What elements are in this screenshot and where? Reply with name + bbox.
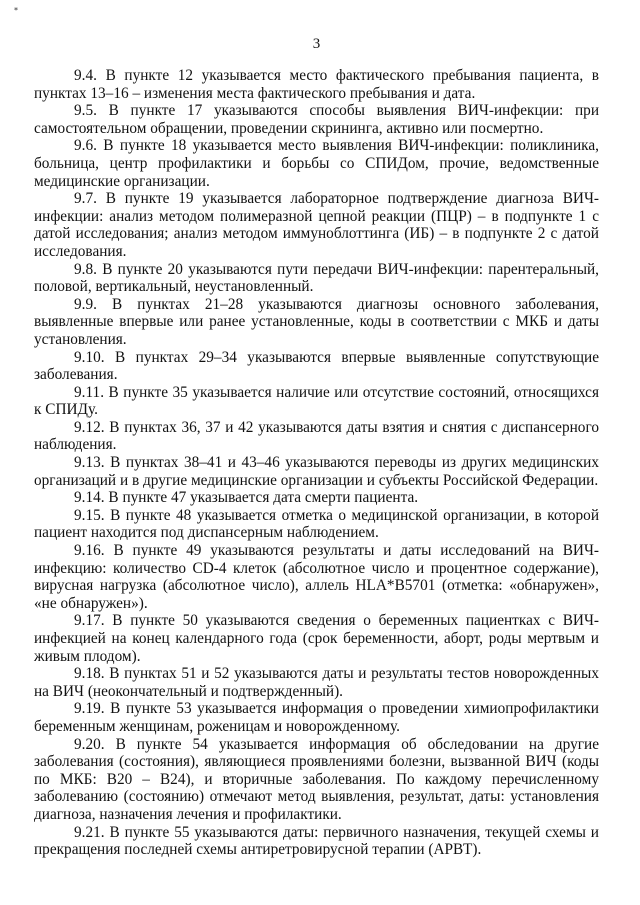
paragraph-9-6: 9.6. В пункте 18 указывается место выявления ВИЧ-инфекции: поликлиника, больница, центр профилактики и борьбы со СПИДом, прочие, ведомственные медицинские организации. bbox=[34, 137, 599, 190]
paragraph-9-4: 9.4. В пункте 12 указывается место фактического пребывания пациента, в пунктах 13–16 – изменения места фактического пребывания и дата. bbox=[34, 67, 599, 102]
paragraph-9-21: 9.21. В пункте 55 указываются даты: первичного назначения, текущей схемы и прекращения последней схемы антиретровирусной терапии (АРВТ). bbox=[34, 823, 599, 859]
paragraph-9-19: 9.19. В пункте 53 указывается информация о проведении химиопрофилактики беременным женщинам, роженицам и новорожденному. bbox=[34, 700, 599, 735]
paragraph-9-5: 9.5. В пункте 17 указываются способы выявления ВИЧ-инфекции: при самостоятельном обращении, проведении скрининга, активно или посмертно. bbox=[34, 102, 599, 137]
paragraph-9-8: 9.8. В пункте 20 указываются пути передачи ВИЧ-инфекции: парентеральный, половой, вертикальный, неустановленный. bbox=[34, 260, 599, 296]
paragraph-9-7: 9.7. В пункте 19 указывается лабораторное подтверждение диагноза ВИЧ-инфекции: анализ методом полимеразной цепной реакции (ПЦР) – в подпункте 1 с датой исследования; анализ методом иммуноблоттинга (ИБ) – в подпункте 2 с датой исследования. bbox=[34, 190, 599, 260]
paragraph-9-13: 9.13. В пунктах 38–41 и 43–46 указываются переводы из других медицинских организаций и в другие медицинские организации и субъекты Российской Федерации. bbox=[34, 454, 599, 489]
page-number: 3 bbox=[312, 36, 321, 52]
paragraph-9-14: 9.14. В пункте 47 указывается дата смерти пациента. bbox=[74, 489, 419, 507]
paragraph-9-16: 9.16. В пункте 49 указываются результаты и даты исследований на ВИЧ-инфекцию: количество CD-4 клеток (абсолютное число и процентное содержание), вирусная нагрузка (абсолютное число), аллель HLA*B5701 (отметка: «обнаружен», «не обнаружен»). bbox=[34, 542, 599, 612]
corner-mark: * bbox=[14, 6, 18, 15]
paragraph-9-12: 9.12. В пунктах 36, 37 и 42 указываются даты взятия и снятия с диспансерного наблюдения. bbox=[34, 418, 599, 454]
paragraph-9-10: 9.10. В пунктах 29–34 указываются впервые выявленные сопутствующие заболевания. bbox=[34, 348, 599, 384]
paragraph-9-18: 9.18. В пунктах 51 и 52 указываются даты и результаты тестов новорожденных на ВИЧ (неокончательный и подтвержденный). bbox=[34, 665, 599, 700]
paragraph-9-15: 9.15. В пункте 48 указывается отметка о медицинской организации, в которой пациент находится под диспансерным наблюдением. bbox=[34, 506, 599, 542]
document-page bbox=[34, 36, 599, 859]
paragraph-9-17: 9.17. В пункте 50 указываются сведения о беременных пациентках с ВИЧ-инфекцией на конец календарного года (срок беременности, аборт, роды мертвым и живым плодом). bbox=[34, 612, 599, 665]
paragraph-9-11: 9.11. В пункте 35 указывается наличие или отсутствие состояний, относящихся к СПИДу. bbox=[34, 383, 599, 419]
paragraph-9-20: 9.20. В пункте 54 указывается информация об обследовании на другие заболевания (состояния), являющиеся проявлениями болезни, вызванной ВИЧ (коды по МКБ: B20 – B24), и вторичные заболевания. По каждому перечисленному заболеванию (состоянию) отмечают метод выявления, результат, даты: установления диагноза, назначения лечения и профилактики. bbox=[34, 735, 599, 823]
paragraph-9-9: 9.9. В пунктах 21–28 указываются диагнозы основного заболевания, выявленные впервые или ранее установленные, коды в соответствии с МКБ и даты установления. bbox=[34, 295, 599, 348]
